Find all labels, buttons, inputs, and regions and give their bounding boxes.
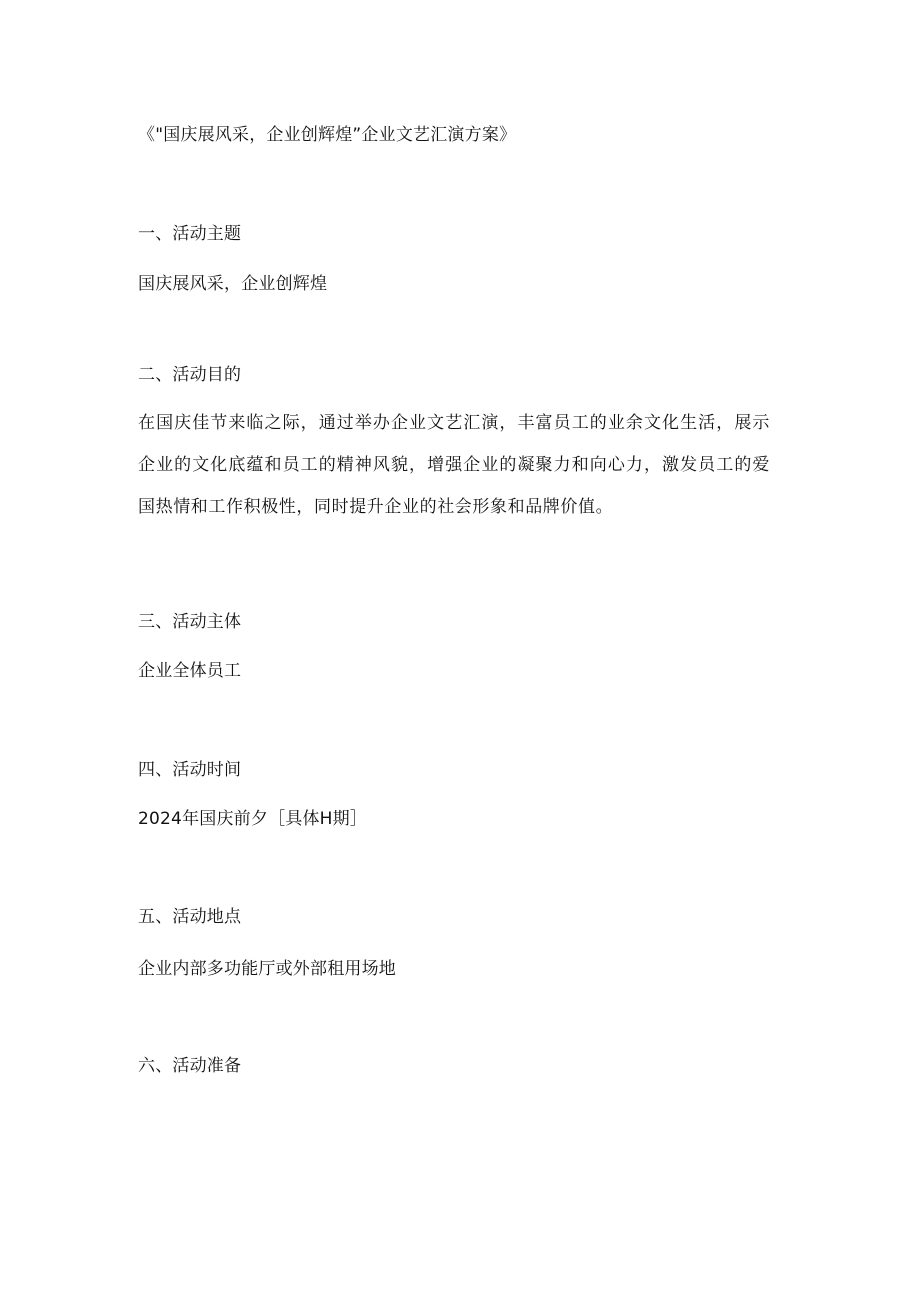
section-heading-location: 五、活动地点 [138, 907, 242, 927]
section-heading-time: 四、活动时间 [138, 760, 242, 780]
section-heading-purpose: 二、活动目的 [138, 365, 242, 385]
section-heading-participants: 三、活动主体 [138, 612, 242, 632]
section-body-location: 企业内部多功能厅或外部租用场地 [138, 959, 396, 979]
section-heading-theme: 一、活动主题 [138, 224, 242, 244]
document-title: 《"国庆展风采，企业创辉煌”企业文艺汇演方案》 [138, 125, 517, 145]
section-heading-preparation: 六、活动准备 [138, 1056, 242, 1076]
section-body-theme: 国庆展风采，企业创辉煌 [138, 274, 328, 294]
section-body-time: 2024年国庆前夕［具体H期］ [138, 809, 368, 829]
section-body-purpose: 在国庆佳节来临之际，通过举办企业文艺汇演，丰富员工的业余文化生活，展示企业的文化底蕴和员工的精神风貌，增强企业的凝聚力和向心力，激发员工的爱国热情和工作积极性，同时提升企业的社会形象和品牌价值。 [138, 413, 770, 517]
section-body-participants: 企业全体员工 [138, 661, 242, 681]
